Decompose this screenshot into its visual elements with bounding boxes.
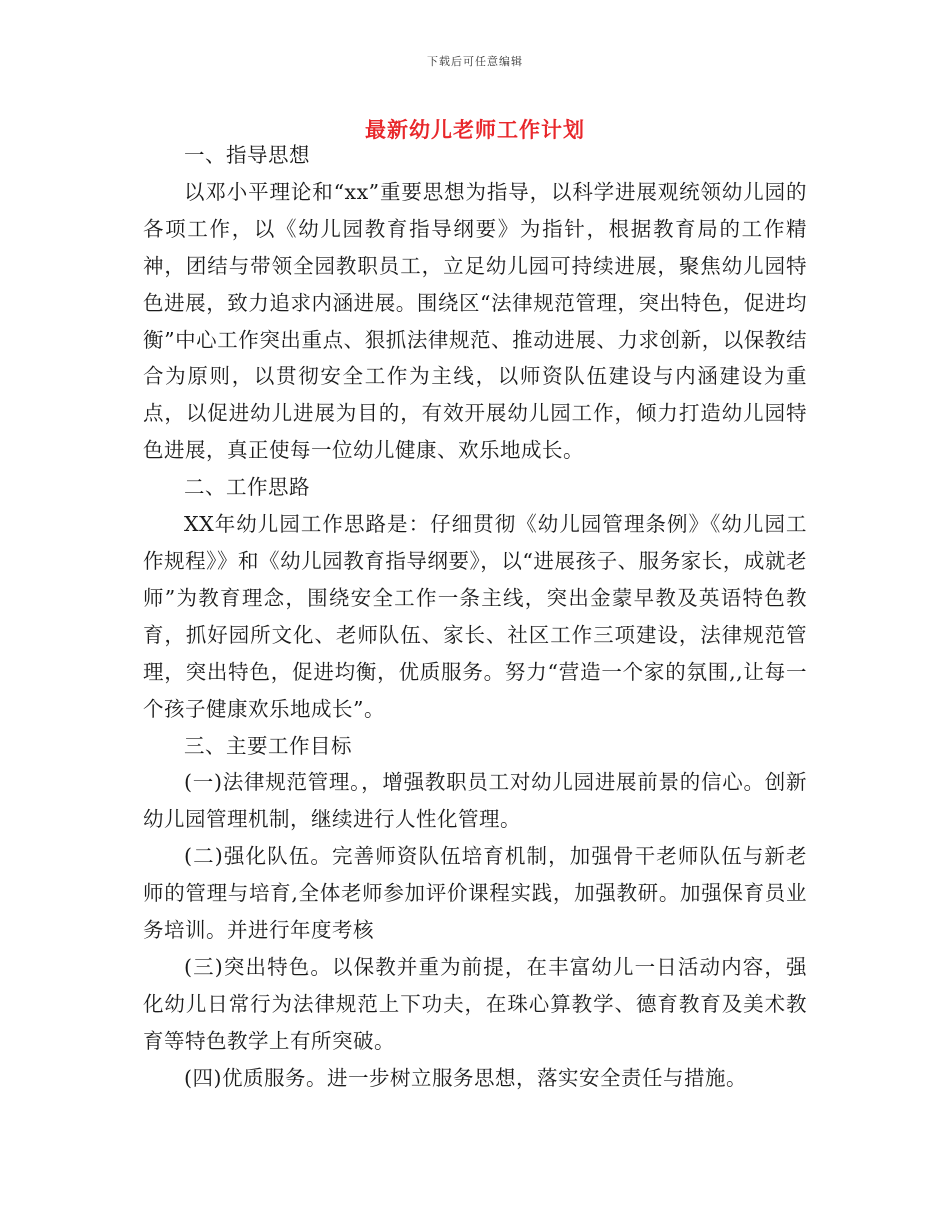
document-title: 最新幼儿老师工作计划 (365, 117, 585, 142)
goal-item-1: (一)法律规范管理。，增强教职员工对幼儿园进展前景的信心。创新幼儿园管理机制，继续进行人性化管理。 (143, 770, 807, 832)
goal-item-4: (四)优质服务。进一步树立服务思想，落实安全责任与措施。 (184, 1065, 747, 1090)
section-heading-guiding-ideology: 一、指导思想 (184, 143, 310, 167)
section-heading-work-approach: 二、工作思路 (184, 475, 310, 500)
section-heading-main-goals: 三、主要工作目标 (184, 733, 352, 758)
goal-item-3: (三)突出特色。以保教并重为前提，在丰富幼儿一日活动内容，强化幼儿日常行为法律规范上下功夫，在珠心算教学、德育教育及美术教育等特色教学上有所突破。 (143, 954, 807, 1053)
paragraph-guiding-ideology: 以邓小平理论和“xx”重要思想为指导，以科学进展观统领幼儿园的各项工作，以《幼儿园教育指导纲要》为指针，根据教育局的工作精神，团结与带领全园教职员工，立足幼儿园可持续进展，聚焦幼儿园特色进展，致力追求内涵进展。围绕区“法律规范管理，突出特色，促进均衡”中心工作突出重点、狠抓法律规范、推动进展、力求创新，以保教结合为原则，以贯彻安全工作为主线，以师资队伍建设与内涵建设为重点，以促进幼儿进展为目的，有效开展幼儿园工作，倾力打造幼儿园特色进展，真正使每一位幼儿健康、欢乐地成长。 (143, 179, 807, 463)
document-body (143, 137, 807, 1097)
goal-item-2: (二)强化队伍。完善师资队伍培育机制，加强骨干老师队伍与新老师的管理与培育,全体老师参加评价课程实践，加强教研。加强保育员业务培训。并进行年度考核 (143, 844, 807, 943)
header-note: 下载后可任意编辑 (427, 55, 523, 68)
paragraph-work-approach: XX年幼儿园工作思路是：仔细贯彻《幼儿园管理条例》《幼儿园工作规程》》和《幼儿园教育指导纲要》，以“进展孩子、服务家长，成就老师”为教育理念，围绕安全工作一条主线，突出金蒙早教及英语特色教育，抓好园所文化、老师队伍、家长、社区工作三项建设，法律规范管理，突出特色，促进均衡，优质服务。努力“营造一个家的氛围,,让每一个孩子健康欢乐地成长”。 (143, 512, 807, 721)
